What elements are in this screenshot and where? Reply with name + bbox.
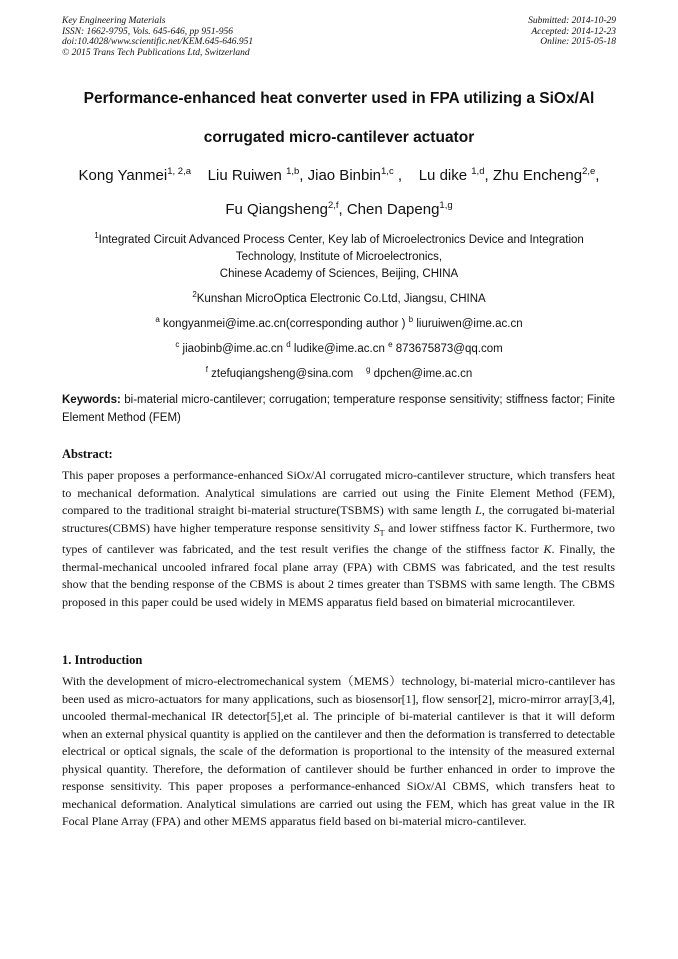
email-mark: a bbox=[155, 315, 160, 324]
email-c: jiaobinb@ime.ac.cn bbox=[182, 343, 284, 355]
email-f: ztefuqiangsheng@sina.com bbox=[211, 368, 354, 380]
author-line-1: Kong Yanmei$^{1, 2,a}$ Liu Ruiwen $^{1,b}$, Jiao Binbin$^{1,c}$ , Lu dike $^{1,d}$, Zhu Encheng$^{2,e}$, bbox=[78, 166, 600, 184]
email-mark: f bbox=[205, 365, 208, 374]
abstract-italic: x bbox=[305, 468, 311, 482]
author-name: Liu Ruiwen bbox=[207, 167, 287, 184]
author-name: Kong Yanmei bbox=[78, 167, 168, 184]
abstract-italic: S bbox=[373, 520, 380, 535]
author-affil-mark: 1,g bbox=[439, 200, 453, 211]
author-affil-mark: 1,b bbox=[286, 166, 300, 177]
abstract-part: . Finally, the thermal-mechanical uncooled infrared focal plane array (FPA) with CBMS was fabricated, and the test results show that the bending response of the CBMS is about 2 times greater than TSBMS with same length. The CBMS proposed in this paper could be used widely in MEMS apparatus field based on bimaterial microcantilever. bbox=[62, 542, 615, 609]
author-affil-mark: 1, 2,a bbox=[167, 166, 191, 177]
journal-name: Key Engineering Materials bbox=[62, 16, 166, 26]
keywords-label: Keywords: bbox=[62, 394, 121, 406]
intro-italic: x bbox=[425, 779, 431, 793]
author-list bbox=[40, 166, 638, 234]
abstract-part: /Al corrugated micro-cantilever structure, which transfers heat to mechanical deformation. Analytical simulations are carried out using the Finite Element Method (FEM), compared to the traditional straight bi-material structure(TSBMS) with same length bbox=[62, 468, 615, 517]
affil-text: Integrated Circuit Advanced Process Center, Key lab of Microelectronics Device and Integration bbox=[98, 234, 584, 246]
author-affil-mark: 2,f bbox=[327, 200, 339, 211]
email-line-3 bbox=[40, 366, 638, 383]
online-date: Online: 2015-05-18 bbox=[540, 37, 616, 47]
submission-dates bbox=[528, 16, 616, 48]
affil-text: Kunshan MicroOptica Electronic Co.Ltd, Jiangsu, CHINA bbox=[196, 293, 486, 305]
email-d: ludike@ime.ac.cn bbox=[293, 343, 385, 355]
doi: doi:10.4028/www.scientific.net/KEM.645-646.951 bbox=[62, 37, 254, 47]
email-mark: b bbox=[408, 315, 414, 324]
email-line-2 bbox=[40, 341, 638, 358]
intro-part: /Al CBMS, which transfers heat to mechanical deformation. Analytical simulations are carried out using the FEM, which has great value in the IR Focal Plane Array (FPA) and other MEMS apparatus field based on bi-material micro-cantilever. bbox=[62, 779, 615, 828]
introduction-heading: 1. Introduction bbox=[62, 653, 143, 667]
email-line-1 bbox=[40, 316, 638, 333]
email-e: 873675873@qq.com bbox=[395, 343, 503, 355]
affiliation-2 bbox=[40, 291, 638, 308]
affiliation-1-line-2: Technology, Institute of Microelectronics, bbox=[235, 251, 443, 263]
abstract-subscript: T bbox=[379, 527, 385, 537]
intro-part: With the development of micro-electromechanical system（MEMS）technology, bi-material micro-cantilever has been used as micro-actuators for many applications, such as biosensor[1], flow sensor[2], micro-mirror array[3,4], uncooled thermal-mechanical IR detector[5],et al. The principle of bi-material cantilever is that it will deform when an external physical quantity is applied on the cantilever and then the deformation is transferred to detectable electrical or optical signals, the scale of the deformation is proportional to the intensity of the measured external physical quantity. Therefore, the deformation of cantilever should be further enhanced in order to improve the response sensitivity. This paper proposes a performance-enhanced SiO bbox=[62, 674, 615, 793]
author-name: Fu Qiangsheng bbox=[225, 201, 328, 218]
submitted-date: Submitted: 2014-10-29 bbox=[528, 16, 616, 26]
introduction-text bbox=[62, 673, 615, 831]
email-mark: e bbox=[388, 340, 393, 349]
affiliation-1-line-1 bbox=[40, 232, 638, 249]
journal-info bbox=[62, 16, 253, 58]
abstract-italic: K bbox=[543, 542, 552, 557]
author-affil-mark: 1,c bbox=[381, 166, 394, 177]
abstract-text bbox=[62, 467, 615, 611]
title-line-2: corrugated micro-cantilever actuator bbox=[203, 129, 475, 146]
email-mark: g bbox=[366, 365, 371, 374]
email-b: liuruiwen@ime.ac.cn bbox=[416, 318, 523, 330]
accepted-date: Accepted: 2014-12-23 bbox=[531, 26, 616, 37]
title-line-1: Performance-enhanced heat converter used in FPA utilizing a SiOx/Al bbox=[83, 90, 595, 107]
paper-title bbox=[40, 90, 638, 168]
abstract-part: , the corrugated bi-material structures(CBMS) have higher temperature response sensitivity bbox=[62, 503, 615, 535]
author-line-2: Fu Qiangsheng$^{2,f}$, Chen Dapeng$^{1,g}$ bbox=[225, 200, 453, 218]
author-affil-mark: 1,d bbox=[471, 166, 485, 177]
affil-mark: 1 bbox=[94, 231, 99, 240]
abstract-italic: L bbox=[475, 503, 482, 517]
author-name: Jiao Binbin bbox=[307, 167, 382, 184]
copyright: © 2015 Trans Tech Publications Ltd, Switzerland bbox=[62, 47, 250, 58]
author-name: Zhu Encheng bbox=[492, 167, 583, 184]
email-mark: d bbox=[286, 340, 291, 349]
affiliations bbox=[40, 232, 638, 383]
keywords bbox=[62, 392, 615, 427]
issn: ISSN: 1662-9795, Vols. 645-646, pp 951-956 bbox=[62, 26, 233, 37]
email-a: kongyanmei@ime.ac.cn(corresponding author ) bbox=[163, 318, 406, 330]
affil-mark: 2 bbox=[192, 290, 197, 299]
email-g: dpchen@ime.ac.cn bbox=[373, 368, 473, 380]
keywords-text: bi-material micro-cantilever; corrugation; temperature response sensitivity; stiffness factor; Finite Element Method (FEM) bbox=[62, 394, 615, 424]
author-name: Lu dike bbox=[418, 167, 472, 184]
abstract-heading: Abstract: bbox=[62, 447, 113, 461]
email-mark: c bbox=[175, 340, 180, 349]
author-affil-mark: 2,e bbox=[582, 166, 596, 177]
affiliation-1-line-3: Chinese Academy of Sciences, Beijing, CHINA bbox=[219, 268, 459, 280]
author-name: Chen Dapeng bbox=[346, 201, 440, 218]
abstract-part: and lower stiffness factor K. Furthermore, two types of cantilever was fabricated, and the test result verifies the change of the stiffness factor bbox=[62, 520, 615, 557]
abstract-part: This paper proposes a performance-enhanced SiO bbox=[62, 468, 306, 482]
